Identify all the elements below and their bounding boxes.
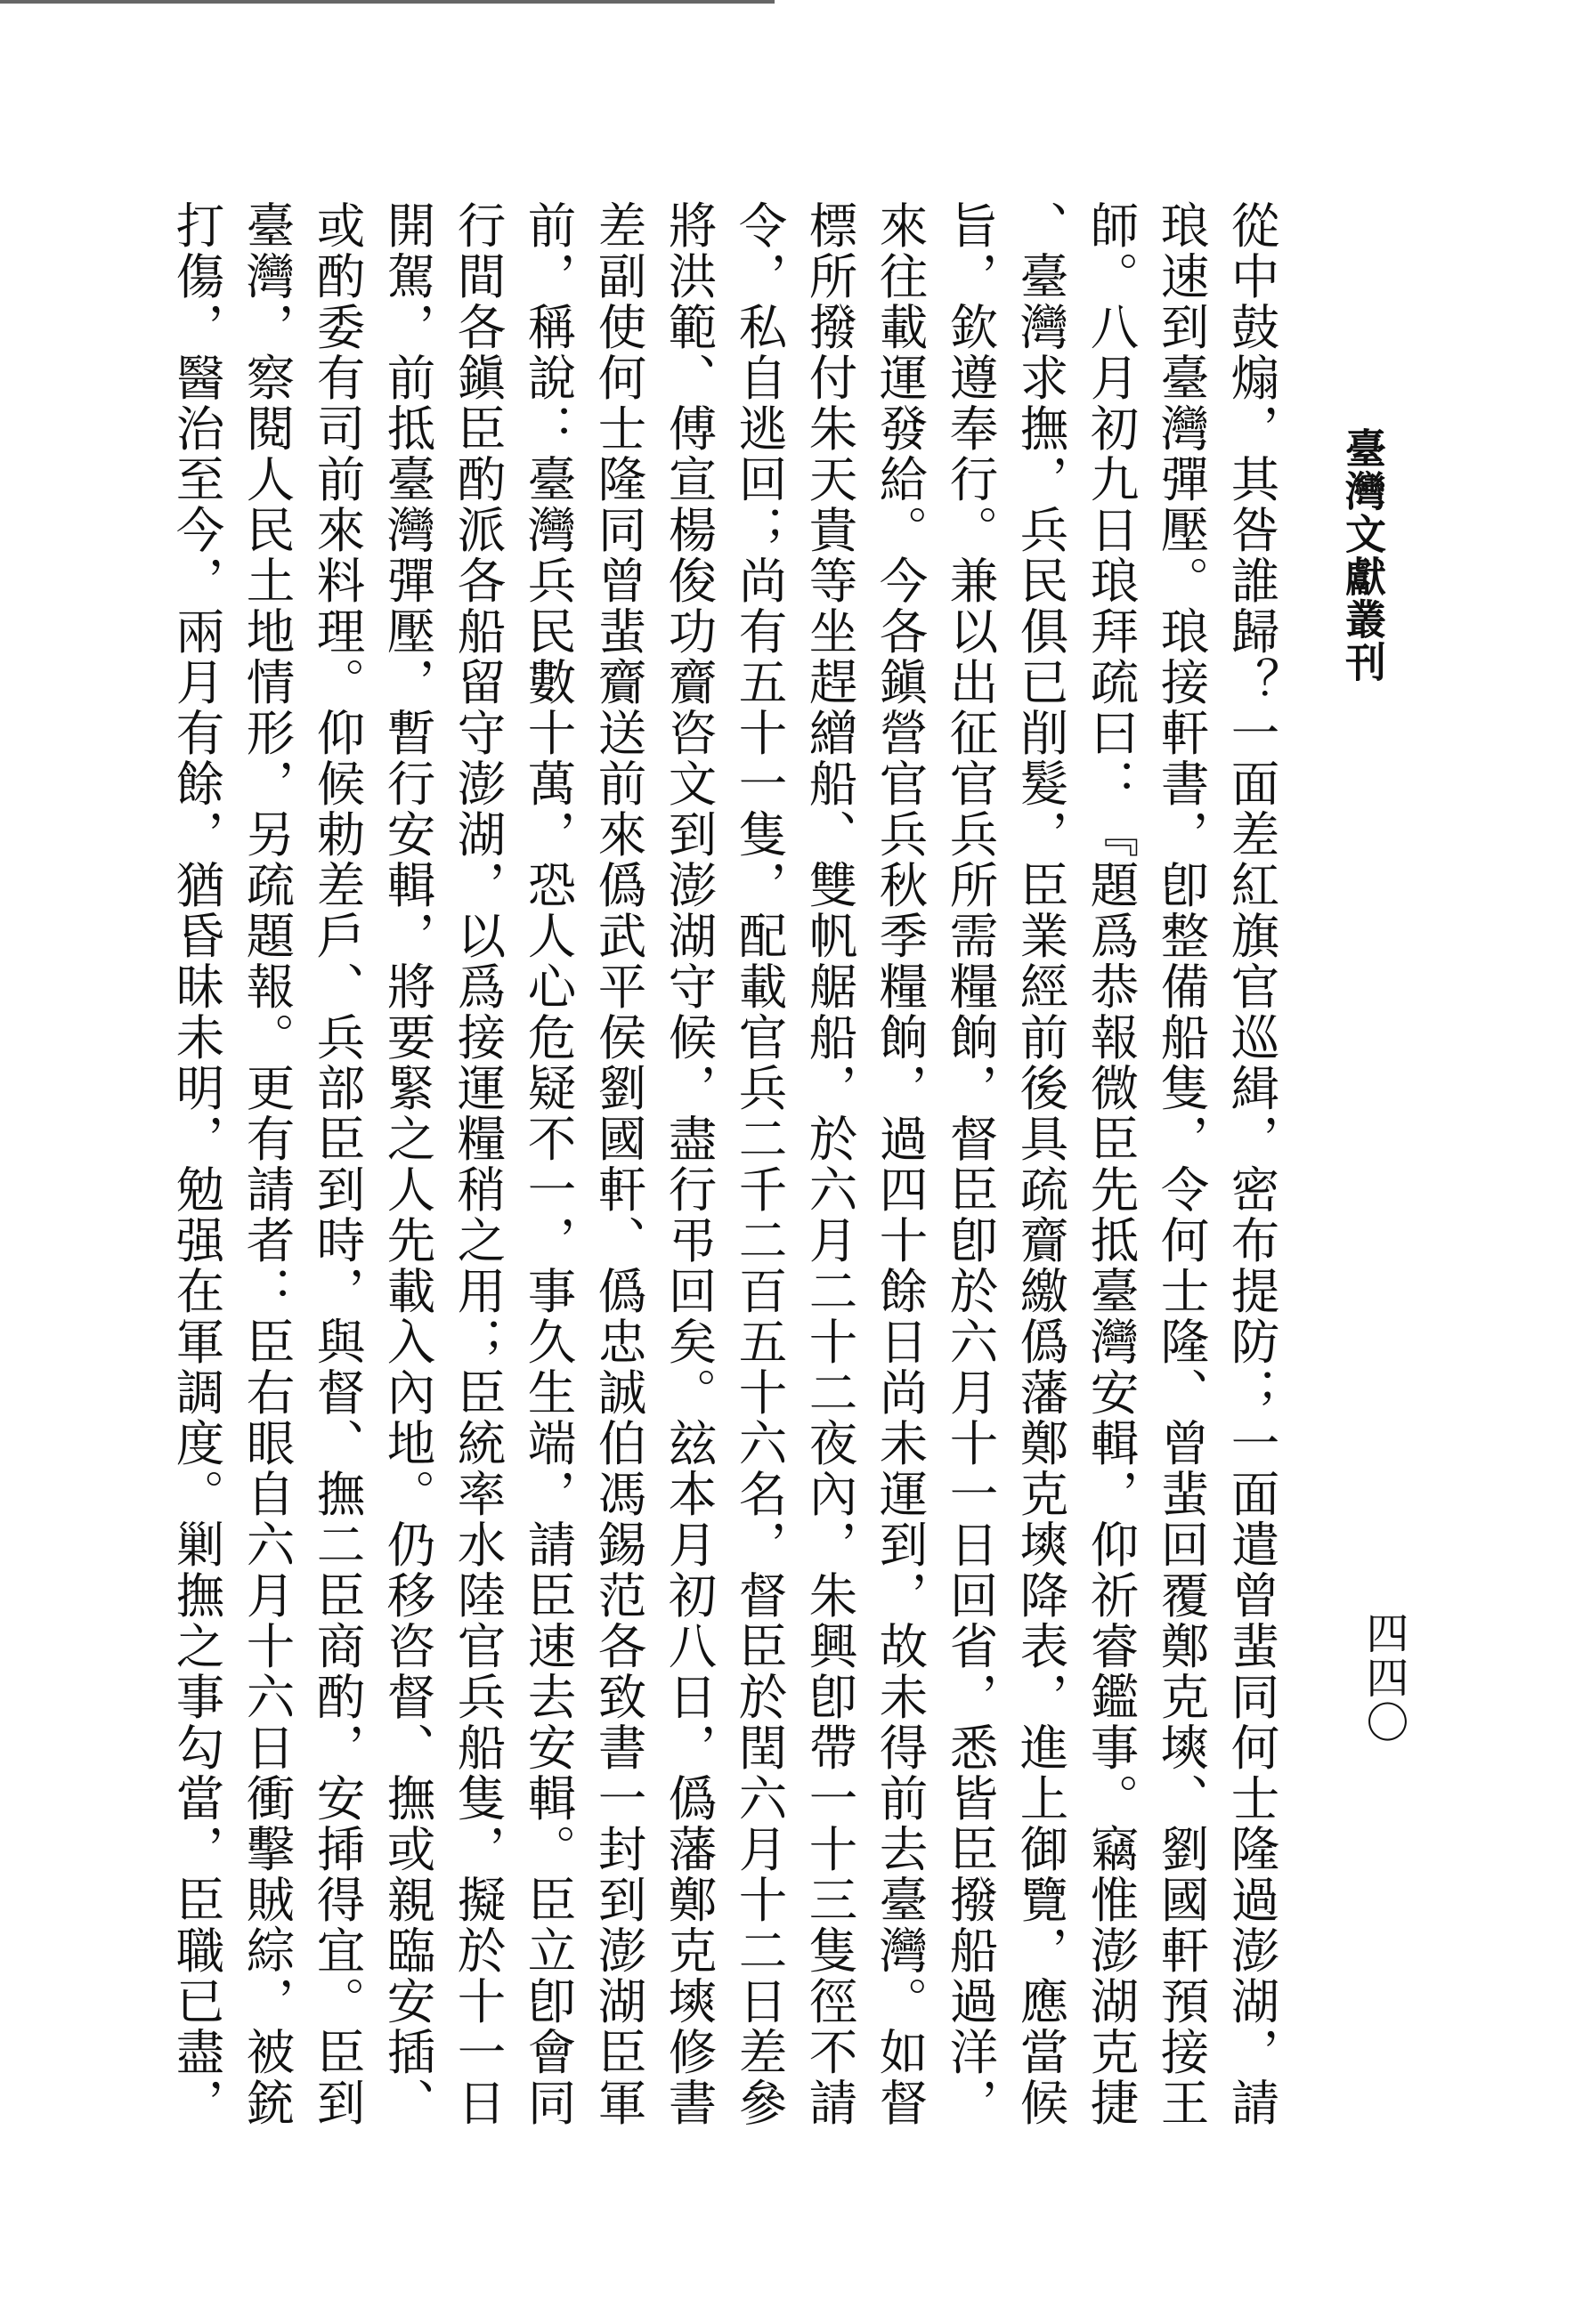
text-line: 從中鼓煽，其咎誰歸？一面差紅旗官巡緝，密布提防；一面遣曾蜚同何士隆過澎湖，請: [1222, 200, 1280, 2128]
text-line: 旨，欽遵奉行。兼以出征官兵所需糧餉，督臣卽於六月十一日回省，悉皆臣撥船過洋，: [941, 200, 999, 2128]
text-line: 行間各鎭臣酌派各船留守澎湖，以爲接運糧稍之用；臣統率水陸官兵船隻，擬於十一日: [449, 200, 507, 2128]
text-line: 臺灣，察閱人民土地情形，另疏題報。更有請者：臣右眼自六月十六日衝擊賊綜，被銃: [238, 200, 296, 2128]
top-rule: [0, 0, 775, 4]
text-line: 標所撥付朱天貴等坐趕繒船、雙帆艍船，於六月二十二夜內，朱興卽帶一十三隻徑不請: [800, 200, 858, 2128]
text-body: [151, 200, 1300, 2247]
text-line: 前，稱說：臺灣兵民數十萬，恐人心危疑不一，事久生端，請臣速去安輯。臣立卽會同: [519, 200, 577, 2128]
text-line: 、臺灣求撫，兵民俱已削髮，臣業經前後具疏齎繳僞藩鄭克塽降表，進上御覽，應當候: [1011, 200, 1069, 2128]
series-title: 臺灣文獻叢刊: [1339, 427, 1387, 684]
text-line: 差副使何士隆同曾蜚齎送前來僞武平侯劉國軒、僞忠誠伯馮錫范各致書一封到澎湖臣軍: [589, 200, 647, 2128]
text-line: 來往載運發給。今各鎭營官兵秋季糧餉，過四十餘日尚未運到，故未得前去臺灣。如督: [871, 200, 929, 2128]
text-line: 將洪範、傅宣楊俊功齎咨文到澎湖守候，盡行弔回矣。玆本月初八日，僞藩鄭克塽修書: [660, 200, 718, 2128]
text-line: 師。八月初九日琅拜疏曰：『題爲恭報微臣先抵臺灣安輯，仰祈睿鑑事。竊惟澎湖克捷: [1082, 200, 1140, 2128]
text-line: 打傷，醫治至今，兩月有餘，猶昏昧未明，勉强在軍調度。剿撫之事勾當，臣職已盡，: [167, 200, 225, 2128]
text-line: 或酌委有司前來料理。仰候勅差戶、兵部臣到時，與督、撫二臣商酌，安揷得宜。臣到: [308, 200, 366, 2128]
text-line: 琅速到臺灣彈壓。琅接軒書，卽整備船隻，令何士隆、曾蜚回覆鄭克塽、劉國軒預接王: [1152, 200, 1210, 2128]
page-number: 四四〇: [1359, 1611, 1408, 1745]
text-line: 令，私自逃回；尚有五十一隻，配載官兵二千二百五十六名，督臣於閏六月十二日差參: [730, 200, 788, 2128]
text-line: 開駕，前抵臺灣彈壓，暫行安輯，將要緊之人先載入內地。仍移咨督、撫或親臨安插、: [378, 200, 436, 2128]
